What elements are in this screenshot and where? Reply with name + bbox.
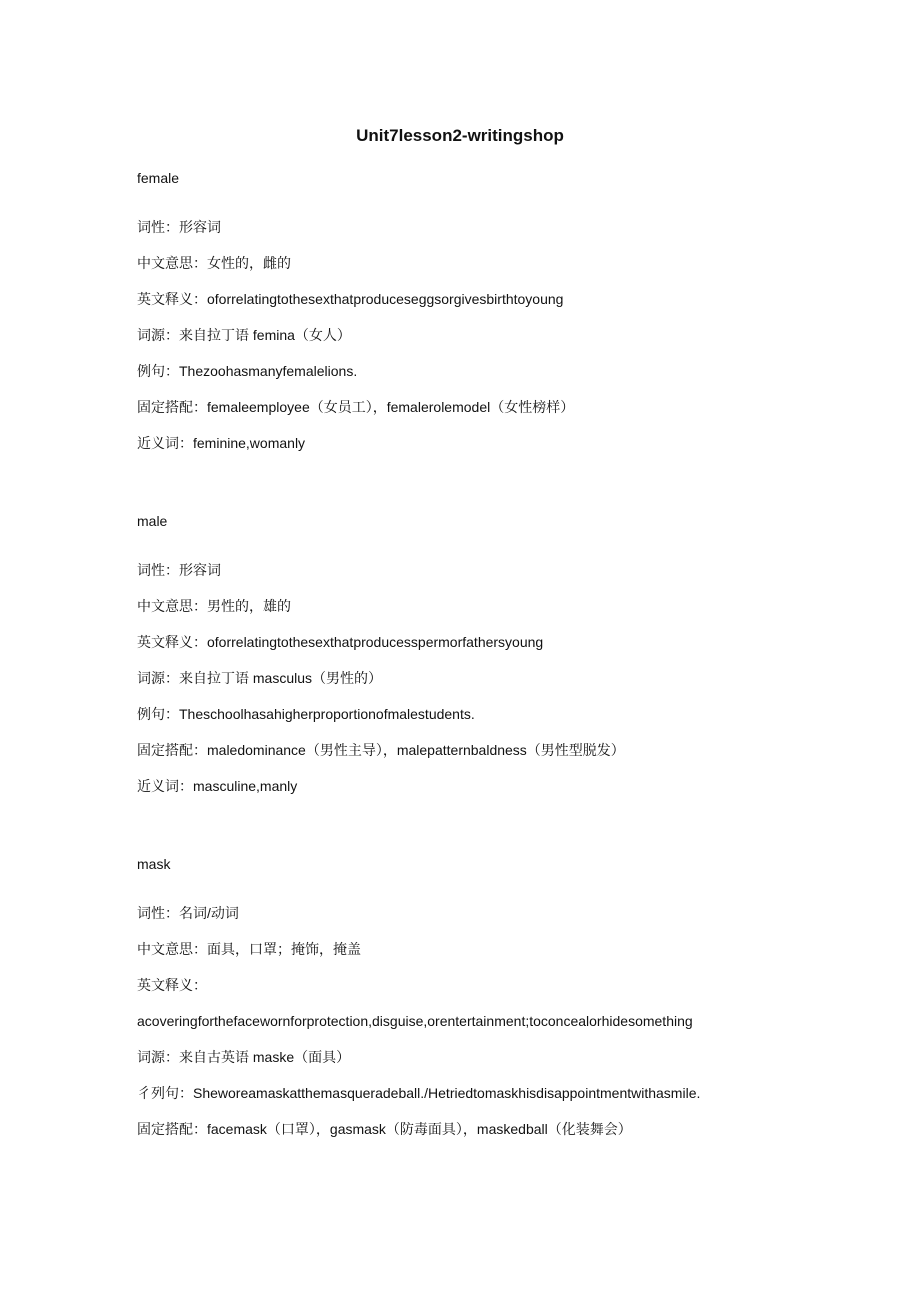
line-text: feminine,womanly	[193, 435, 306, 451]
line-text: 面具，口罩；掩饰，掩盖	[207, 941, 361, 957]
document-title: Unit7lesson2-writingshop	[356, 126, 564, 145]
etymology-line	[137, 325, 837, 345]
line-label: 近义词：	[137, 779, 193, 795]
part-of-speech-line	[137, 217, 837, 237]
example-sentence-line	[137, 361, 837, 381]
line-text: oforrelatingtothesexthatproduceseggsorgivesbirthtoyoung	[207, 291, 564, 307]
line-label: 例句：	[137, 707, 179, 723]
example-sentence-line	[137, 704, 837, 724]
line-text: Sheworeamaskatthemasqueradeball./Hetriedtomaskhisdisappointmentwithasmile.	[193, 1085, 701, 1101]
line-text: maledominance（男性主导），malepatternbaldness（男性型脱发）	[207, 742, 625, 758]
vocab-entry-male	[137, 511, 837, 812]
line-text: acoveringforthefacewornforprotection,disguise,orentertainment;toconcealorhidesomething	[137, 1013, 693, 1029]
vocab-entry-female	[137, 168, 837, 469]
collocations-line	[137, 397, 837, 417]
line-text: 来自古英语 maske（面具）	[179, 1049, 351, 1065]
line-label: 固定搭配：	[137, 743, 207, 759]
line-text: femaleemployee（女员工），femalerolemodel（女性榜样）	[207, 399, 575, 415]
line-label: 中文意思：	[137, 599, 207, 615]
english-definition-line	[137, 975, 837, 995]
english-definition-text-line	[137, 1011, 837, 1031]
line-label: 英文释义：	[137, 292, 207, 308]
synonyms-line	[137, 776, 837, 796]
line-label: 词性：	[137, 906, 179, 922]
line-text: masculine,manly	[193, 778, 298, 794]
chinese-meaning-line	[137, 596, 837, 616]
headword: mask	[137, 856, 171, 872]
line-text: 形容词	[179, 219, 221, 235]
line-label: 词源：	[137, 1050, 179, 1066]
line-label: 例句：	[137, 364, 179, 380]
line-text: oforrelatingtothesexthatproducesspermorfathersyoung	[207, 634, 544, 650]
line-label: 中文意思：	[137, 256, 207, 272]
line-label: 固定搭配：	[137, 400, 207, 416]
line-label: 彳列句：	[137, 1086, 193, 1102]
english-definition-line	[137, 632, 837, 652]
line-label: 词源：	[137, 671, 179, 687]
english-definition-line	[137, 289, 837, 309]
line-label: 词源：	[137, 328, 179, 344]
example-sentence-line	[137, 1083, 837, 1103]
line-label: 英文释义：	[137, 978, 207, 994]
line-label: 英文释义：	[137, 635, 207, 651]
etymology-line	[137, 668, 837, 688]
headword: male	[137, 513, 168, 529]
line-label: 中文意思：	[137, 942, 207, 958]
chinese-meaning-line	[137, 253, 837, 273]
etymology-line	[137, 1047, 837, 1067]
line-text: 来自拉丁语 masculus（男性的）	[179, 670, 383, 686]
line-text: Theschoolhasahigherproportionofmalestudents.	[179, 706, 475, 722]
vocab-entry-mask	[137, 854, 837, 1155]
headword: female	[137, 170, 180, 186]
line-text: 来自拉丁语 femina（女人）	[179, 327, 351, 343]
line-label: 词性：	[137, 220, 179, 236]
line-text: 名词/动词	[179, 905, 239, 921]
synonyms-line	[137, 433, 837, 453]
chinese-meaning-line	[137, 939, 837, 959]
collocations-line	[137, 740, 837, 760]
line-text: Thezoohasmanyfemalelions.	[179, 363, 358, 379]
line-text: 男性的，雄的	[207, 598, 291, 614]
collocations-line	[137, 1119, 837, 1139]
line-text: 女性的，雌的	[207, 255, 291, 271]
part-of-speech-line	[137, 560, 837, 580]
line-text: 形容词	[179, 562, 221, 578]
part-of-speech-line	[137, 903, 837, 923]
line-label: 词性：	[137, 563, 179, 579]
line-text: facemask（口罩），gasmask（防毒面具），maskedball（化装舞会）	[207, 1121, 632, 1137]
line-label: 固定搭配：	[137, 1122, 207, 1138]
line-label: 近义词：	[137, 436, 193, 452]
